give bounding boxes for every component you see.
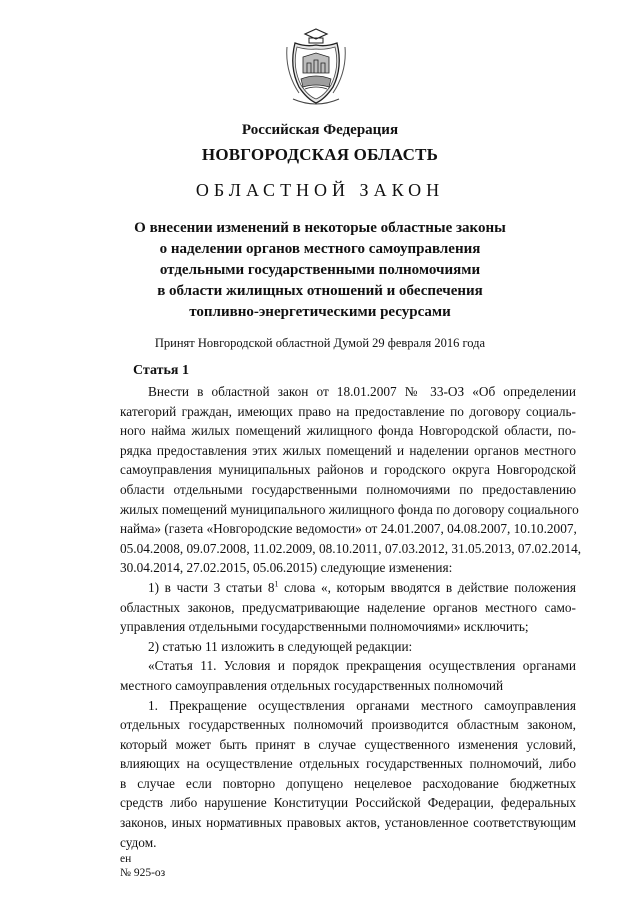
document-footer xyxy=(120,852,165,880)
article-heading: Статья 1 xyxy=(133,363,189,378)
text-line: рядка предоставления этих жилых помещений и наделении органов местного xyxy=(120,442,576,458)
text-line xyxy=(120,578,576,598)
text-line: 05.04.2008, 09.07.2008, 11.02.2009, 08.10.2011, 07.03.2012, 31.05.2013, 07.02.2014, xyxy=(120,540,582,556)
text-line: «Статья 11. Условия и порядок прекращения осуществления органами xyxy=(148,658,576,674)
law-title-line: отдельными государственными полномочиями xyxy=(159,262,481,278)
text-line: отдельных государственных полномочий производится областным законом, xyxy=(120,717,576,733)
law-title-line: топливно-энергетическими ресурсами xyxy=(189,304,451,320)
text-line: 2) статью 11 изложить в следующей редакции: xyxy=(148,638,413,654)
text-line: ного найма жилых помещений жилищного фонда Новгородской области, по- xyxy=(120,423,576,439)
text-segment: 1) в части 3 статьи 8 xyxy=(148,579,275,595)
law-title xyxy=(0,218,640,323)
law-title-line: О внесении изменений в некоторые областные законы xyxy=(134,220,506,236)
text-line: управления отдельными государственными полномочиями» исключить; xyxy=(120,619,529,635)
text-line: самоуправления муниципальных районов и городского округа Новгородской xyxy=(120,462,576,478)
text-line: местного самоуправления отдельных государственных полномочий xyxy=(120,677,504,693)
text-line: области отдельными государственными полномочиями по предоставлению xyxy=(120,481,576,497)
text-line: который может быть принят в случае существенного изменения условий, xyxy=(120,736,576,752)
law-title-line: в области жилищных отношений и обеспечения xyxy=(157,283,483,299)
text-line: судом. xyxy=(120,834,157,850)
text-line: влияющих на осуществление отдельных государственных полномочий, либо xyxy=(120,756,576,772)
text-line: средств либо нарушение Конституции Российской Федерации, федеральных xyxy=(120,795,576,811)
law-title-line: о наделении органов местного самоуправления xyxy=(159,241,481,257)
footer-number: № 925-оз xyxy=(120,867,166,879)
text-line: Внести в областной закон от 18.01.2007 № 33-ОЗ «Об определении xyxy=(148,384,576,399)
country-name: Российская Федерация xyxy=(241,122,399,138)
text-line: найма» (газета «Новгородские ведомости» от 24.01.2007, 04.08.2007, 10.10.2007, xyxy=(120,521,577,537)
document-type: ОБЛАСТНОЙ ЗАКОН xyxy=(195,180,445,200)
article-body xyxy=(120,382,582,852)
text-line: областных законов, предусматривающие наделение органов местного само- xyxy=(120,599,576,615)
adoption-note: Принят Новгородской областной Думой 29 февраля 2016 года xyxy=(154,336,486,350)
text-line: в случае если повторно допущено нецелевое расходование бюджетных xyxy=(120,775,576,791)
coat-of-arms-emblem xyxy=(285,27,347,107)
region-name: НОВГОРОДСКАЯ ОБЛАСТЬ xyxy=(201,145,439,164)
text-line: категорий граждан, имеющих право на предоставление по договору социаль- xyxy=(120,403,576,419)
text-line: 1. Прекращение осуществления органами местного самоуправления xyxy=(148,697,576,713)
text-line: 30.04.2014, 27.02.2015, 05.06.2015) следующие изменения: xyxy=(120,560,453,576)
footer-initials: ен xyxy=(120,853,132,865)
text-segment: слова «, которым вводятся в действие положения xyxy=(278,579,576,595)
superscript: 1 xyxy=(274,579,279,589)
text-line: жилых помещений муниципального жилищного фонда по договору социального xyxy=(120,501,579,517)
text-line: законов, иных нормативных правовых актов, установленное соответствующим xyxy=(120,815,576,831)
